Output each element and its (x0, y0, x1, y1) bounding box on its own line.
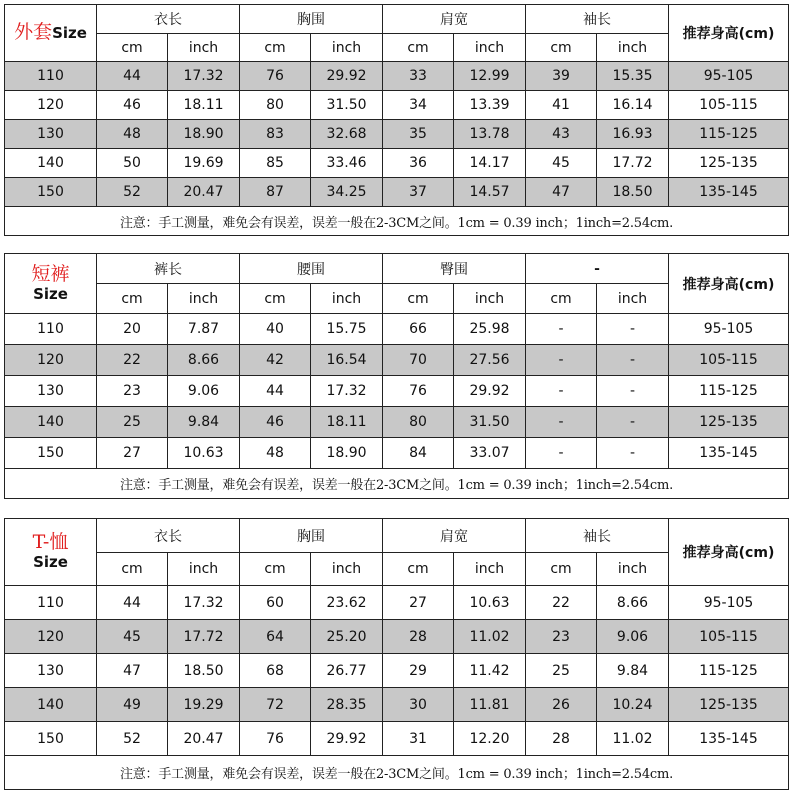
table-row (5, 586, 789, 620)
value-cell: 70 (383, 345, 454, 376)
size-cell: 130 (5, 376, 97, 407)
value-cell: 31 (383, 722, 454, 756)
value-cell: 46 (240, 407, 311, 438)
group-header: 袖长 (526, 5, 669, 34)
unit-header: cm (383, 34, 454, 62)
table-row (5, 407, 789, 438)
size-cell: 120 (5, 620, 97, 654)
value-cell: 47 (526, 178, 597, 207)
size-cell: 110 (5, 586, 97, 620)
value-cell: - (597, 314, 669, 345)
size-cell: 130 (5, 654, 97, 688)
size-cell: 130 (5, 120, 97, 149)
measurement-note: 注意：手工测量，难免会有误差，误差一般在2-3CM之间。1cm = 0.39 inch；1inch=2.54cm. (5, 756, 789, 790)
height-header: 推荐身高(cm) (669, 5, 789, 62)
value-cell: 66 (383, 314, 454, 345)
value-cell: 45 (97, 620, 168, 654)
size-cell: 140 (5, 407, 97, 438)
unit-header: inch (597, 284, 669, 314)
table-row (5, 620, 789, 654)
table-row (5, 438, 789, 469)
height-header: 推荐身高(cm) (669, 519, 789, 586)
group-header: 肩宽 (383, 519, 526, 553)
value-cell: 10.63 (454, 586, 526, 620)
value-cell: 33.46 (311, 149, 383, 178)
group-header: - (526, 254, 669, 284)
value-cell: - (597, 376, 669, 407)
height-cell: 135-145 (669, 438, 789, 469)
height-cell: 125-135 (669, 688, 789, 722)
table-row (5, 149, 789, 178)
size-cell: 150 (5, 438, 97, 469)
value-cell: 49 (97, 688, 168, 722)
value-cell: 10.24 (597, 688, 669, 722)
value-cell: 36 (383, 149, 454, 178)
measurement-note: 注意：手工测量，难免会有误差，误差一般在2-3CM之间。1cm = 0.39 inch；1inch=2.54cm. (5, 207, 789, 236)
value-cell: 22 (97, 345, 168, 376)
height-cell: 105-115 (669, 345, 789, 376)
value-cell: 23 (97, 376, 168, 407)
value-cell: 33 (383, 62, 454, 91)
value-cell: 20.47 (168, 722, 240, 756)
value-cell: 18.50 (597, 178, 669, 207)
value-cell: 17.72 (168, 620, 240, 654)
value-cell: 44 (240, 376, 311, 407)
unit-header: cm (97, 34, 168, 62)
unit-header: inch (168, 34, 240, 62)
group-header: 胸围 (240, 519, 383, 553)
value-cell: 80 (240, 91, 311, 120)
value-cell: 25.98 (454, 314, 526, 345)
value-cell: 15.35 (597, 62, 669, 91)
unit-header: cm (97, 284, 168, 314)
value-cell: - (597, 345, 669, 376)
value-cell: 35 (383, 120, 454, 149)
table-row (5, 722, 789, 756)
unit-header: cm (240, 284, 311, 314)
value-cell: 29.92 (311, 722, 383, 756)
value-cell: 27 (383, 586, 454, 620)
value-cell: 76 (240, 722, 311, 756)
shorts-size-table (4, 253, 789, 499)
group-header: 胸围 (240, 5, 383, 34)
value-cell: 27.56 (454, 345, 526, 376)
value-cell: 9.06 (168, 376, 240, 407)
value-cell: 12.99 (454, 62, 526, 91)
height-cell: 125-135 (669, 149, 789, 178)
value-cell: 29.92 (454, 376, 526, 407)
value-cell: 60 (240, 586, 311, 620)
height-cell: 95-105 (669, 62, 789, 91)
group-header: 衣长 (97, 519, 240, 553)
value-cell: - (526, 407, 597, 438)
value-cell: 28 (526, 722, 597, 756)
value-cell: 25 (526, 654, 597, 688)
value-cell: 29 (383, 654, 454, 688)
unit-header: inch (311, 553, 383, 586)
value-cell: 76 (383, 376, 454, 407)
size-cell: 150 (5, 722, 97, 756)
value-cell: 18.50 (168, 654, 240, 688)
value-cell: 9.84 (168, 407, 240, 438)
value-cell: 16.93 (597, 120, 669, 149)
unit-header: inch (454, 284, 526, 314)
value-cell: 39 (526, 62, 597, 91)
value-cell: 9.06 (597, 620, 669, 654)
table-row (5, 345, 789, 376)
height-cell: 115-125 (669, 120, 789, 149)
value-cell: - (597, 407, 669, 438)
value-cell: 76 (240, 62, 311, 91)
value-cell: 52 (97, 178, 168, 207)
unit-header: inch (597, 34, 669, 62)
title-en: Size (33, 284, 68, 303)
value-cell: 11.02 (454, 620, 526, 654)
value-cell: - (526, 376, 597, 407)
value-cell: 48 (97, 120, 168, 149)
value-cell: 20 (97, 314, 168, 345)
tshirt-size-table (4, 518, 789, 790)
unit-header: inch (454, 553, 526, 586)
table-row (5, 314, 789, 345)
height-cell: 95-105 (669, 314, 789, 345)
unit-header: cm (526, 553, 597, 586)
size-cell: 120 (5, 91, 97, 120)
table-title (5, 5, 97, 62)
value-cell: 22 (526, 586, 597, 620)
value-cell: 28 (383, 620, 454, 654)
value-cell: - (526, 345, 597, 376)
value-cell: 17.32 (168, 586, 240, 620)
unit-header: inch (454, 34, 526, 62)
unit-header: cm (97, 553, 168, 586)
value-cell: 7.87 (168, 314, 240, 345)
value-cell: 33.07 (454, 438, 526, 469)
value-cell: 11.02 (597, 722, 669, 756)
value-cell: 10.63 (168, 438, 240, 469)
value-cell: 12.20 (454, 722, 526, 756)
unit-header: inch (311, 284, 383, 314)
value-cell: - (597, 438, 669, 469)
unit-header: inch (168, 284, 240, 314)
value-cell: 20.47 (168, 178, 240, 207)
height-cell: 95-105 (669, 586, 789, 620)
value-cell: 46 (97, 91, 168, 120)
value-cell: 31.50 (454, 407, 526, 438)
value-cell: 18.11 (168, 91, 240, 120)
group-header: 衣长 (97, 5, 240, 34)
value-cell: 80 (383, 407, 454, 438)
value-cell: 29.92 (311, 62, 383, 91)
group-header: 腰围 (240, 254, 383, 284)
value-cell: 18.90 (168, 120, 240, 149)
value-cell: 52 (97, 722, 168, 756)
value-cell: - (526, 438, 597, 469)
value-cell: 87 (240, 178, 311, 207)
value-cell: 8.66 (168, 345, 240, 376)
unit-header: inch (597, 553, 669, 586)
value-cell: 45 (526, 149, 597, 178)
value-cell: 16.14 (597, 91, 669, 120)
height-cell: 125-135 (669, 407, 789, 438)
value-cell: 25.20 (311, 620, 383, 654)
value-cell: 11.81 (454, 688, 526, 722)
unit-header: cm (526, 284, 597, 314)
value-cell: 13.78 (454, 120, 526, 149)
size-cell: 110 (5, 62, 97, 91)
title-en: Size (33, 553, 68, 572)
value-cell: 50 (97, 149, 168, 178)
value-cell: 44 (97, 586, 168, 620)
value-cell: 83 (240, 120, 311, 149)
value-cell: 37 (383, 178, 454, 207)
table-title (5, 254, 97, 314)
value-cell: 13.39 (454, 91, 526, 120)
value-cell: 28.35 (311, 688, 383, 722)
value-cell: 72 (240, 688, 311, 722)
unit-header: cm (383, 284, 454, 314)
height-cell: 115-125 (669, 654, 789, 688)
value-cell: 23 (526, 620, 597, 654)
value-cell: 40 (240, 314, 311, 345)
value-cell: 48 (240, 438, 311, 469)
value-cell: 19.29 (168, 688, 240, 722)
table-row (5, 120, 789, 149)
value-cell: 25 (97, 407, 168, 438)
value-cell: 17.32 (311, 376, 383, 407)
height-cell: 135-145 (669, 722, 789, 756)
group-header: 臀围 (383, 254, 526, 284)
value-cell: 18.90 (311, 438, 383, 469)
value-cell: 18.11 (311, 407, 383, 438)
unit-header: cm (526, 34, 597, 62)
value-cell: 64 (240, 620, 311, 654)
group-header: 袖长 (526, 519, 669, 553)
value-cell: - (526, 314, 597, 345)
group-header: 裤长 (97, 254, 240, 284)
group-header: 肩宽 (383, 5, 526, 34)
value-cell: 15.75 (311, 314, 383, 345)
value-cell: 34.25 (311, 178, 383, 207)
table-row (5, 654, 789, 688)
value-cell: 44 (97, 62, 168, 91)
unit-header: cm (240, 553, 311, 586)
unit-header: inch (311, 34, 383, 62)
value-cell: 27 (97, 438, 168, 469)
table-row (5, 91, 789, 120)
table-title (5, 519, 97, 586)
value-cell: 19.69 (168, 149, 240, 178)
size-cell: 140 (5, 149, 97, 178)
table-row (5, 178, 789, 207)
size-cell: 110 (5, 314, 97, 345)
value-cell: 68 (240, 654, 311, 688)
value-cell: 17.32 (168, 62, 240, 91)
value-cell: 32.68 (311, 120, 383, 149)
value-cell: 84 (383, 438, 454, 469)
value-cell: 9.84 (597, 654, 669, 688)
value-cell: 11.42 (454, 654, 526, 688)
height-cell: 105-115 (669, 91, 789, 120)
title-cn: T-恤 (32, 531, 69, 554)
table-row (5, 376, 789, 407)
height-cell: 105-115 (669, 620, 789, 654)
value-cell: 85 (240, 149, 311, 178)
table-row (5, 688, 789, 722)
value-cell: 31.50 (311, 91, 383, 120)
size-cell: 120 (5, 345, 97, 376)
coat-size-table (4, 4, 789, 236)
unit-header: inch (168, 553, 240, 586)
value-cell: 14.57 (454, 178, 526, 207)
size-cell: 150 (5, 178, 97, 207)
height-header: 推荐身高(cm) (669, 254, 789, 314)
measurement-note: 注意：手工测量，难免会有误差，误差一般在2-3CM之间。1cm = 0.39 inch；1inch=2.54cm. (5, 469, 789, 499)
value-cell: 43 (526, 120, 597, 149)
table-row (5, 62, 789, 91)
value-cell: 23.62 (311, 586, 383, 620)
value-cell: 17.72 (597, 149, 669, 178)
value-cell: 8.66 (597, 586, 669, 620)
title-en: Size (52, 24, 87, 43)
value-cell: 16.54 (311, 345, 383, 376)
title-cn: 外套 (14, 21, 53, 44)
value-cell: 47 (97, 654, 168, 688)
value-cell: 42 (240, 345, 311, 376)
value-cell: 34 (383, 91, 454, 120)
value-cell: 14.17 (454, 149, 526, 178)
value-cell: 26 (526, 688, 597, 722)
value-cell: 30 (383, 688, 454, 722)
size-cell: 140 (5, 688, 97, 722)
value-cell: 41 (526, 91, 597, 120)
unit-header: cm (383, 553, 454, 586)
height-cell: 115-125 (669, 376, 789, 407)
title-cn: 短裤 (31, 262, 70, 285)
value-cell: 26.77 (311, 654, 383, 688)
height-cell: 135-145 (669, 178, 789, 207)
unit-header: cm (240, 34, 311, 62)
